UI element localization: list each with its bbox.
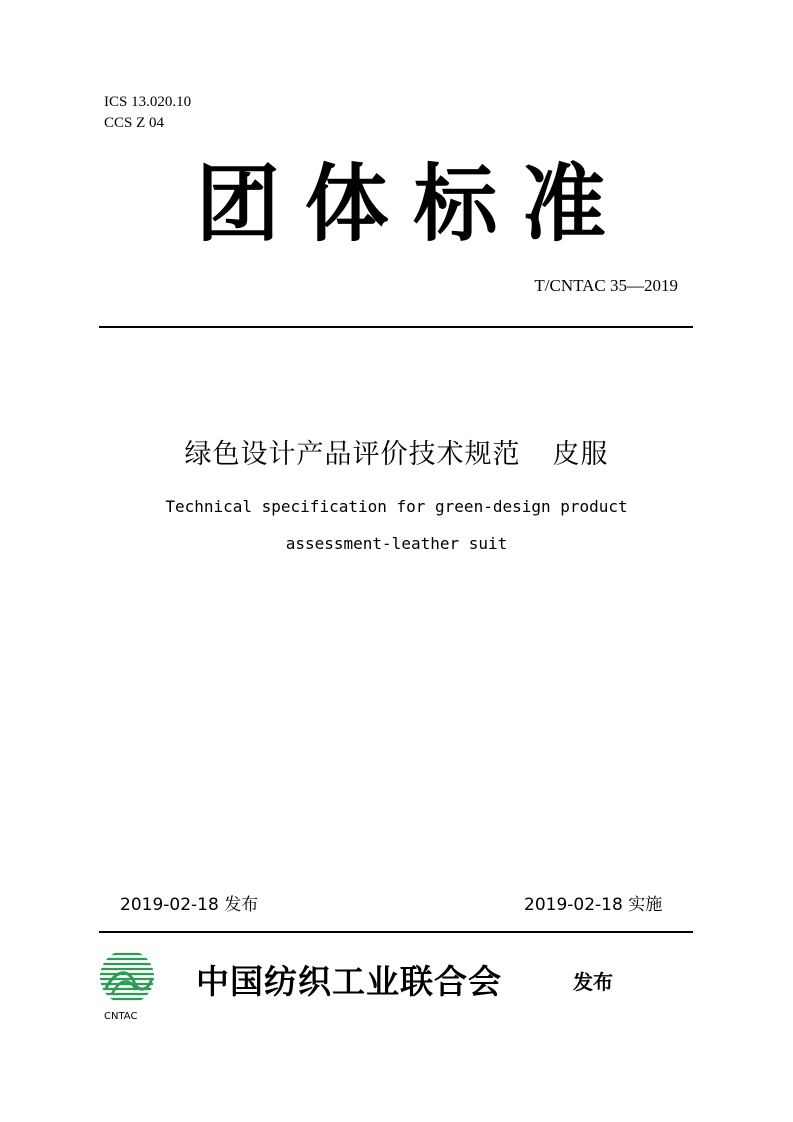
- ccs-code: CCS Z 04: [104, 115, 165, 131]
- issue-date: 2019-02-18 发布: [120, 895, 259, 915]
- top-divider: [99, 326, 693, 328]
- publish-label: 发布: [573, 970, 613, 994]
- ics-code: ICS 13.020.10: [104, 94, 192, 110]
- chinese-title: [0, 432, 793, 471]
- title-char: 准: [521, 155, 606, 253]
- title-char: 团: [196, 155, 281, 253]
- logo-caption: CNTAC: [104, 1011, 138, 1022]
- document-type-title: [196, 152, 606, 256]
- english-title-line-2: assessment-leather suit: [285, 534, 508, 553]
- cntac-logo-icon: [98, 948, 156, 1006]
- english-title-line-1: Technical specification for green-design product: [165, 497, 628, 516]
- classification-codes: [104, 92, 191, 134]
- standard-number: T/CNTAC 35—2019: [534, 276, 678, 295]
- title-char: 体: [304, 155, 389, 253]
- implementation-date: 2019-02-18 实施: [524, 895, 663, 915]
- chinese-title-sub: 皮服: [552, 439, 609, 470]
- bottom-divider: [99, 931, 693, 933]
- title-char: 标: [413, 155, 498, 253]
- publisher-name: 中国纺织工业联合会: [196, 962, 502, 1001]
- chinese-title-main: 绿色设计产品评价技术规范: [184, 439, 521, 470]
